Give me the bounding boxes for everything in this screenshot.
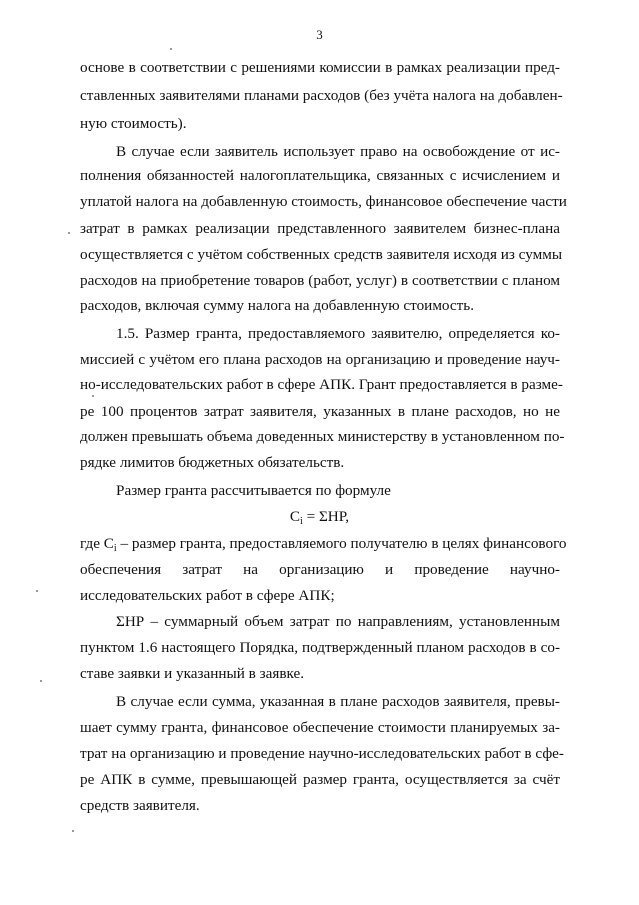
- text-line: уплатой налога на добавленную стоимость, финансовое обеспечение части: [80, 193, 567, 210]
- text-line: трат на организацию и проведение научно-исследовательских работ в сфе-: [80, 745, 564, 762]
- text-line: ΣНР – суммарный объем затрат по направлениям, установленным: [116, 613, 560, 630]
- definition-lead: где C: [80, 535, 114, 552]
- text-line: миссией с учётом его плана расходов на организацию и проведение науч-: [80, 351, 560, 368]
- text-line: но-исследовательских работ в сфере АПК. Грант предоставляется в разме-: [80, 376, 563, 393]
- text-line: ре АПК в сумме, превышающей размер гранта, осуществляется за счёт: [80, 771, 560, 788]
- formula-rhs: = ΣНР,: [302, 508, 350, 525]
- text-line: рядке лимитов бюджетных обязательств.: [80, 454, 345, 471]
- page-number: 3: [316, 27, 323, 42]
- text-line: пунктом 1.6 настоящего Порядка, подтвержденный планом расходов в со-: [80, 639, 560, 656]
- formula-lhs: C: [289, 508, 301, 525]
- text-line: ную стоимость).: [80, 115, 187, 132]
- text-line: ставленных заявителями планами расходов (без учёта налога на добавлен-: [80, 87, 563, 104]
- text-line: полнения обязанностей налогоплательщика, связанных с исчислением и: [80, 167, 560, 184]
- scan-speck: [170, 48, 172, 50]
- text-line: 1.5. Размер гранта, предоставляемого заявителю, определяется ко-: [116, 325, 560, 342]
- text-line: [80, 534, 567, 554]
- text-line: В случае если сумма, указанная в плане расходов заявителя, превы-: [116, 693, 560, 710]
- scan-speck: [68, 232, 70, 234]
- formula: [0, 507, 639, 527]
- scan-speck: [92, 395, 94, 397]
- scan-speck: [36, 590, 38, 592]
- text-line: затрат в рамках реализации представленного заявителем бизнес-плана: [80, 220, 560, 237]
- text-line: осуществляется с учётом собственных средств заявителя исходя из суммы: [80, 246, 563, 263]
- text-line: расходов, включая сумму налога на добавленную стоимость.: [80, 297, 474, 314]
- text-line: В случае если заявитель использует право на освобождение от ис-: [116, 143, 560, 160]
- text-line: шает сумму гранта, финансовое обеспечение стоимости планируемых за-: [80, 719, 560, 736]
- text-line: ставе заявки и указанный в заявке.: [80, 665, 305, 682]
- formula-subscript: i: [300, 516, 303, 527]
- text-line: исследовательских работ в сфере АПК;: [80, 587, 335, 604]
- scan-speck: [72, 830, 74, 832]
- text-line: расходов на приобретение товаров (работ, услуг) в соответствии с планом: [80, 272, 560, 289]
- definition-subscript: i: [113, 543, 117, 554]
- text-line: ре 100 процентов затрат заявителя, указанных в плане расходов, но не: [80, 403, 560, 420]
- text-line: Размер гранта рассчитывается по формуле: [116, 482, 391, 499]
- scan-speck: [40, 680, 42, 682]
- text-line: основе в соответствии с решениями комиссии в рамках реализации пред-: [80, 59, 560, 76]
- text-line: средств заявителя.: [80, 797, 200, 814]
- definition-rest: – размер гранта, предоставляемого получателю в целях финансового: [116, 535, 567, 552]
- text-line: должен превышать объема доведенных министерству в установленном по-: [80, 428, 565, 445]
- text-line: обеспечения затрат на организацию и проведение научно-: [80, 561, 560, 578]
